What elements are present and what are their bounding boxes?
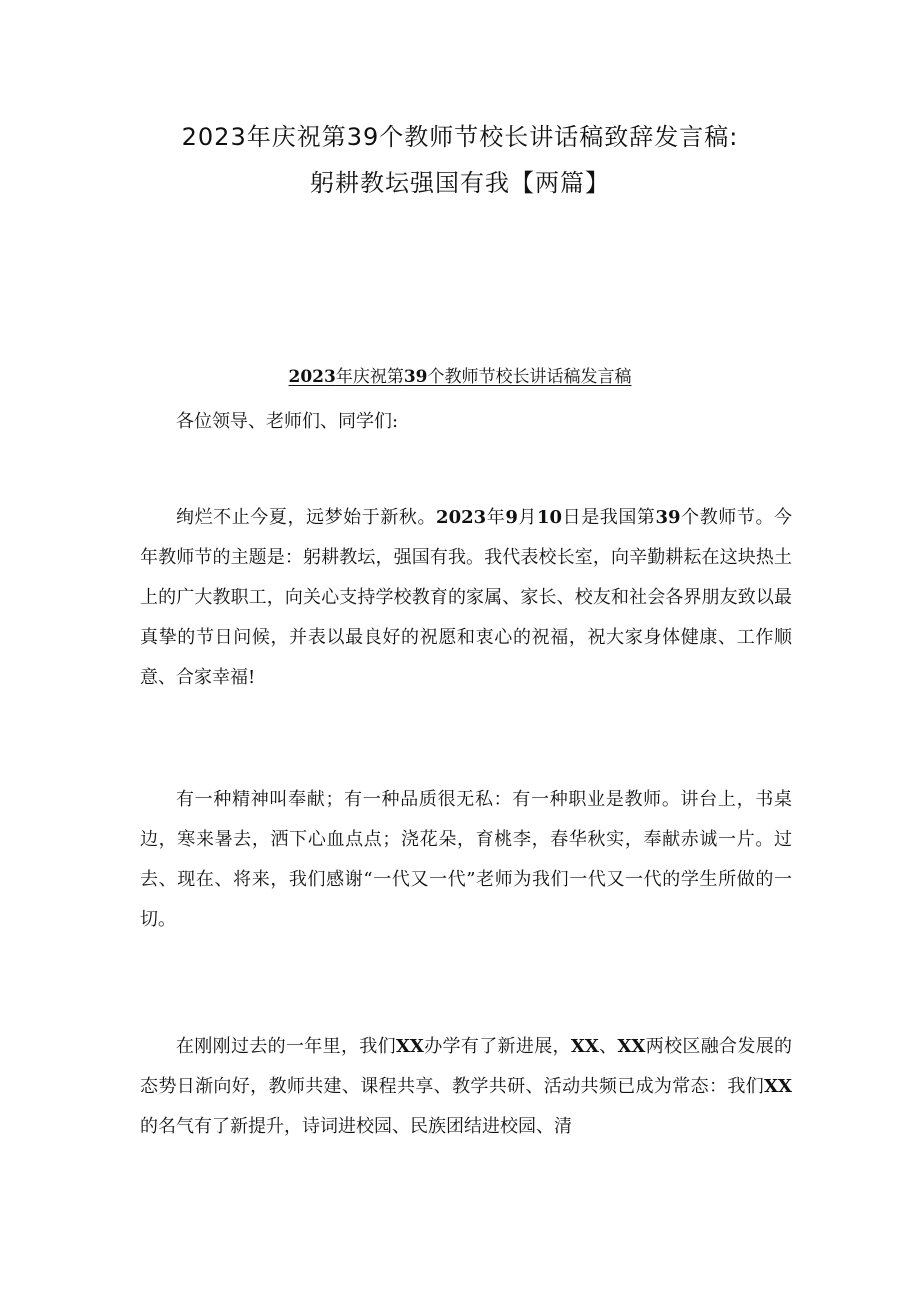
document-title-line-1: 2023年庆祝第39个教师节校长讲话稿致辞发言稿: [181,123,739,151]
salutation: 各位领导、老师们、同学们: [176,411,399,432]
section-title: 2023年庆祝第39个教师节校长讲话稿发言稿 [288,367,632,387]
paragraph-2: 有一种精神叫奉献；有一种品质很无私：有一种职业是教师。讲台上，书桌边，寒来暑去，洒下心血点点；浇花朵，育桃李，春华秋实，奉献赤诚一片。过去、现在、将来，我们感谢“一代又一代”老师为我们一代又一代的学生所做的一切。 [140,789,792,930]
paragraph-1: 绚烂不止今夏，远梦始于新秋。2023年9月10日是我国第39个教师节。今年教师节的主题是：躬耕教坛，强国有我。我代表校长室，向辛勤耕耘在这块热土上的广大教职工，向关心支持学校教育的家属、家长、校友和社会各界朋友致以最真挚的节日问候，并表以最良好的祝愿和衷心的祝福，祝大家身体健康、工作顺意、合家幸福! [140,507,793,688]
document-title-line-2: 躬耕教坛强国有我【两篇】 [310,169,610,197]
paragraph-3: 在刚刚过去的一年里，我们XX办学有了新进展，XX、XX两校区融合发展的态势日渐向好，教师共建、课程共享、教学共研、活动共频已成为常态：我们XX的名气有了新提升，诗词进校园、民族团结进校园、清 [140,1036,793,1137]
